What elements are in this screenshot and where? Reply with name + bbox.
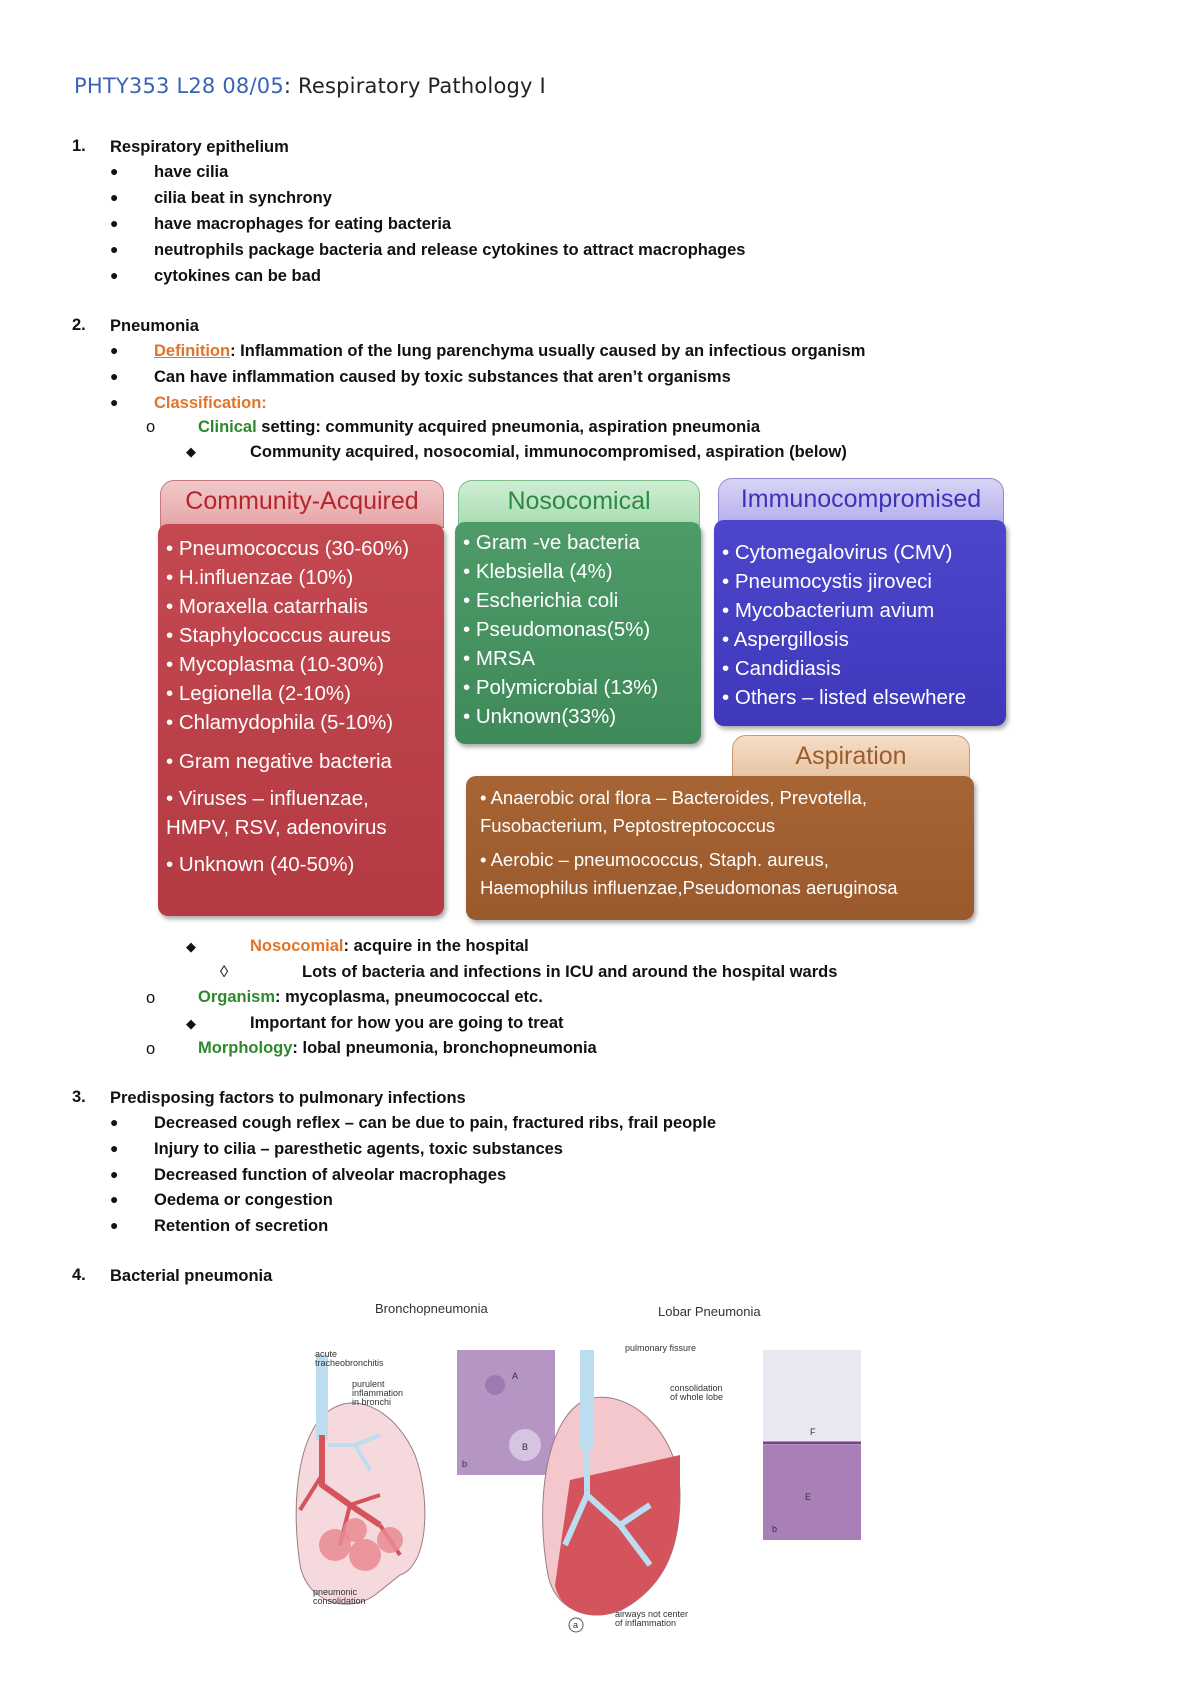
morphology-text: : lobal pneumonia, bronchopneumonia [292,1039,597,1057]
list-item: • Aerobic – pneumococcus, Staph. aureus, [480,849,829,870]
definition-text: : Inflammation of the lung parenchyma usually caused by an infectious organism [230,342,866,360]
title-separator: : [283,74,299,98]
list-item: • Pneumocystis jiroveci [722,570,932,593]
list-item: Can have inflammation caused by toxic substances that aren’t organisms [154,368,731,386]
community-box [158,524,444,916]
section-heading: Bacterial pneumonia [110,1267,273,1285]
aspiration-box [466,776,974,920]
list-item: Oedema or congestion [154,1191,333,1209]
list-item: neutrophils package bacteria and release cytokines to attract macrophages [154,241,746,259]
list-item: cilia beat in synchrony [154,189,332,207]
bronchopneumonia-title: Bronchopneumonia [375,1301,488,1316]
immuno-tab: Immunocompromised [718,478,1004,524]
list-item: • Candidiasis [722,657,841,680]
bullet-dot: ● [110,1140,119,1156]
list-item: • Moraxella catarrhalis [166,595,368,618]
bullet-dot: ● [110,1217,119,1233]
circle-bullet: o [146,418,156,436]
label-e: E [805,1492,812,1502]
morphology-label: Morphology [198,1039,293,1057]
list-item: • MRSA [463,647,536,670]
list-item: Decreased function of alveolar macrophages [154,1166,507,1184]
bullet-dot: ● [110,267,119,283]
bullet-dot: ● [110,1166,119,1182]
lobar-pneumonia-lung-drawing [543,1350,680,1615]
lecture-name: Respiratory Pathology I [298,74,546,98]
list-item: Haemophilus influenzae,Pseudomonas aeruginosa [480,877,898,898]
organism-line [198,987,543,1007]
clinical-text: setting: community acquired pneumonia, aspiration pneumonia [256,418,760,436]
list-item: Decreased cough reflex – can be due to pain, fractured ribs, frail people [154,1114,717,1132]
label-tracheobronchitis: tracheobronchitis [315,1358,384,1368]
label-purulent: purulent [352,1379,385,1389]
list-item: • Pseudomonas(5%) [463,618,651,641]
label-b: B [522,1442,529,1452]
list-item: Community acquired, nosocomial, immunocompromised, aspiration (below) [250,443,847,461]
section-number: 3. [72,1088,86,1106]
label-of-inflammation: of inflammation [615,1618,677,1628]
bullet-dot: ● [110,189,119,205]
section-number: 1. [72,137,86,155]
bullet-dot: ● [110,163,119,179]
list-item: cytokines can be bad [154,267,321,285]
organism-text: : mycoplasma, pneumococcal etc. [275,988,543,1006]
label-whole-lobe: of whole lobe [670,1392,724,1402]
hollow-diamond-bullet: ◊ [220,963,229,981]
list-item: Fusobacterium, Peptostreptococcus [480,815,776,836]
bullet-dot: ● [110,241,119,257]
bullet-dot: ● [110,1191,119,1207]
course-code: PHTY353 L28 08/05 [74,74,284,98]
list-item: Injury to cilia – paresthetic agents, toxic substances [154,1140,563,1158]
nosocomial-text: : acquire in the hospital [343,937,529,955]
label-b-small-lobar: b [772,1524,778,1534]
list-item: • Viruses – influenzae, [166,787,369,810]
label-a: A [512,1371,519,1381]
label-f: F [810,1427,816,1437]
list-item: Lots of bacteria and infections in ICU and around the hospital wards [302,963,838,981]
bullet-dot: ● [110,215,119,231]
bronchopneumonia-histology [457,1350,555,1475]
bullet-dot: ● [110,1114,119,1130]
list-item: • Others – listed elsewhere [722,686,967,709]
clinical-label: Clinical [198,418,257,436]
section-heading: Pneumonia [110,317,199,335]
list-item: Important for how you are going to treat [250,1014,564,1032]
list-item: • Chlamydophila (5-10%) [166,711,394,734]
list-item: have macrophages for eating bacteria [154,215,452,233]
clinical-line [198,417,760,437]
list-item: • Legionella (2-10%) [166,682,351,705]
page-title [74,74,546,98]
lobar-pneumonia-title: Lobar Pneumonia [658,1304,761,1319]
list-item: • Pneumococcus (30-60%) [166,537,410,560]
label-fig-a: a [573,1620,579,1630]
label-pulmonary-fissure: pulmonary fissure [625,1343,697,1353]
label-airways: airways not center [615,1609,689,1619]
list-item: • Unknown (40-50%) [166,853,355,876]
list-item: • Polymicrobial (13%) [463,676,659,699]
circle-bullet: o [146,989,156,1007]
label-pneumonic: pneumonic [313,1587,358,1597]
list-item: • Klebsiella (4%) [463,560,613,583]
list-item: • Cytomegalovirus (CMV) [722,541,953,564]
bullet-dot: ● [110,394,119,410]
nosocomial-tab: Nosocomical [458,480,700,526]
label-consolidation: consolidation [313,1596,366,1606]
label-consolidation-lobe: consolidation [670,1383,723,1393]
label-inflammation: inflammation [352,1388,404,1398]
list-item: • Mycoplasma (10-30%) [166,653,384,676]
section-heading: Predisposing factors to pulmonary infections [110,1089,466,1107]
immuno-box [714,520,1006,726]
diamond-bullet: ◆ [186,939,196,954]
classification-label: Classification: [154,394,267,412]
nosocomial-line [250,936,529,956]
section-number: 2. [72,316,86,334]
list-item: • Gram negative bacteria [166,750,392,773]
morphology-line [198,1038,597,1058]
list-item: • Mycobacterium avium [722,599,935,622]
section-heading: Respiratory epithelium [110,138,289,156]
diamond-bullet: ◆ [186,1016,196,1031]
section-number: 4. [72,1266,86,1284]
bullet-dot: ● [110,368,119,384]
circle-bullet: o [146,1040,156,1058]
list-item: have cilia [154,163,229,181]
list-item: HMPV, RSV, adenovirus [166,816,387,839]
list-item: • Staphylococcus aureus [166,624,391,647]
list-item: • H.influenzae (10%) [166,566,354,589]
organism-label: Organism [198,988,276,1006]
bullet-dot: ● [110,342,119,358]
nosocomial-label: Nosocomial [250,937,344,955]
definition-line [154,341,865,361]
list-item: • Escherichia coli [463,589,619,612]
diamond-bullet: ◆ [186,444,196,459]
label-acute: acute [315,1349,338,1359]
label-in-bronchi: in bronchi [352,1397,392,1407]
list-item: • Aspergillosis [722,628,849,651]
list-item: • Gram -ve bacteria [463,531,640,554]
pneumonia-figure [280,1295,900,1640]
list-item: Retention of secretion [154,1217,329,1235]
definition-label: Definition [154,342,231,360]
list-item: • Unknown(33%) [463,705,617,728]
label-b-small: b [462,1459,468,1469]
list-item: • Anaerobic oral flora – Bacteroides, Prevotella, [480,787,867,808]
aspiration-tab: Aspiration [732,735,970,781]
nosocomial-box [455,522,701,744]
community-tab: Community-Acquired [160,480,444,528]
